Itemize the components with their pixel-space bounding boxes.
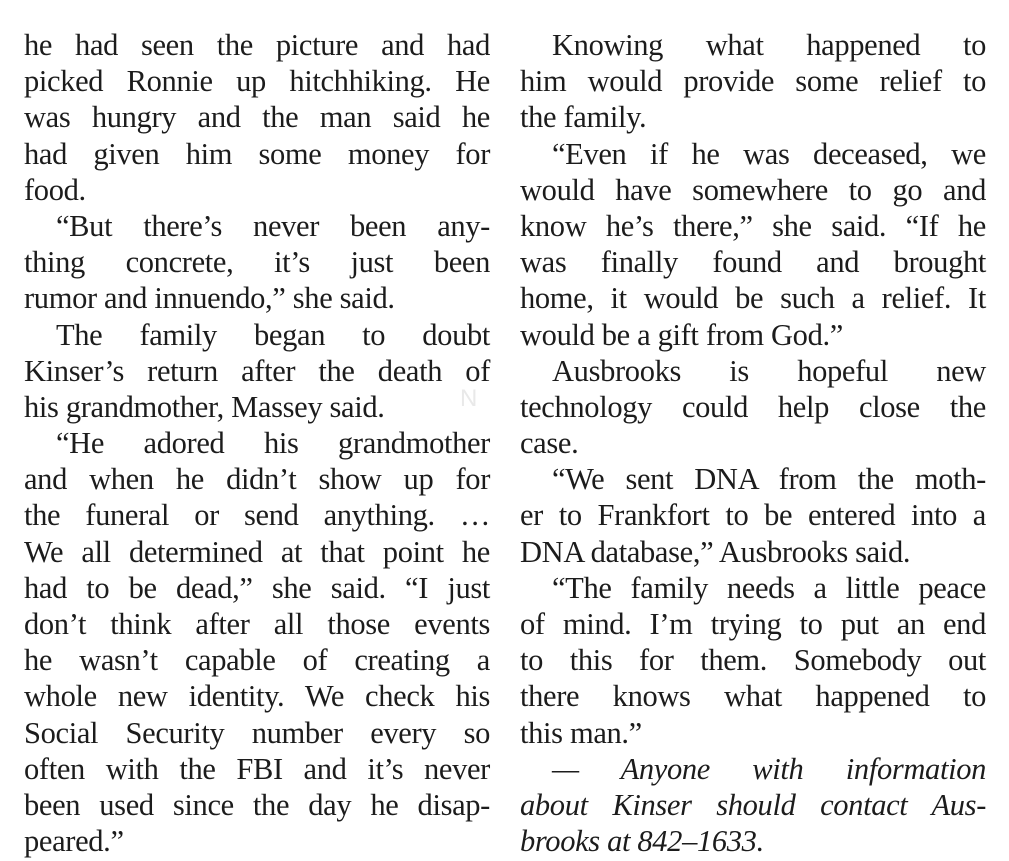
text-line: The family began to doubt [56, 317, 490, 352]
text-line: rumor and innuendo,” she said. [24, 281, 395, 316]
article-column-left [24, 27, 490, 859]
text-line: Social Security number every so [24, 715, 490, 750]
text-line: “But there’s never been any- [56, 208, 490, 243]
text-line: We all determined at that point he [24, 534, 490, 569]
text-line: his grandmother, Massey said. [24, 389, 385, 424]
text-line: case. [520, 426, 579, 461]
text-line: he had seen the picture and had [24, 28, 490, 62]
watermark-icon: N [460, 385, 478, 412]
text-line: “We sent DNA from the moth- [552, 462, 986, 497]
text-line: — Anyone with information [552, 751, 986, 786]
text-line: food. [24, 172, 86, 207]
text-line: “Even if he was deceased, we [552, 136, 986, 171]
text-line: peared.” [24, 824, 124, 859]
text-line: there knows what happened to [520, 679, 986, 714]
text-line: was hungry and the man said he [24, 100, 490, 135]
text-line: the family. [520, 100, 647, 135]
text-line: Knowing what happened to [552, 28, 986, 62]
text-line: about Kinser should contact Aus- [520, 787, 986, 822]
text-line: thing concrete, it’s just been [24, 245, 490, 280]
text-line: would be a gift from God.” [520, 317, 843, 352]
text-line: “He adored his grandmother [56, 426, 490, 461]
text-line: brooks at 842–1633. [520, 824, 764, 859]
text-line: him would provide some relief to [520, 64, 986, 99]
text-line: often with the FBI and it’s never [24, 751, 490, 786]
text-line: been used since the day he disap- [24, 787, 490, 822]
text-line: and when he didn’t show up for [24, 462, 490, 497]
text-line: DNA database,” Ausbrooks said. [520, 534, 911, 569]
text-line: whole new identity. We check his [24, 679, 490, 714]
text-line: picked Ronnie up hitchhiking. He [24, 64, 490, 99]
text-line: the funeral or send anything. … [24, 498, 490, 533]
text-line: had given him some money for [24, 136, 490, 171]
text-line: home, it would be such a relief. It [520, 281, 986, 316]
text-line: of mind. I’m trying to put an end [520, 607, 986, 641]
text-line: “The family needs a little peace [552, 570, 986, 605]
text-line: er to Frankfort to be entered into a [520, 498, 986, 533]
text-line: this man.” [520, 715, 642, 750]
text-line: don’t think after all those events [24, 607, 490, 641]
text-line: technology could help close the [520, 389, 986, 424]
article-column-right [520, 27, 986, 859]
text-line: had to be dead,” she said. “I just [24, 570, 490, 605]
text-line: he wasn’t capable of creating a [24, 643, 490, 678]
text-line: to this for them. Somebody out [520, 643, 986, 678]
text-line: would have somewhere to go and [520, 172, 986, 207]
text-line: Kinser’s return after the death of [24, 353, 490, 388]
text-line: know he’s there,” she said. “If he [520, 208, 986, 243]
text-line: Ausbrooks is hopeful new [552, 353, 986, 388]
text-line: was finally found and brought [520, 245, 986, 280]
